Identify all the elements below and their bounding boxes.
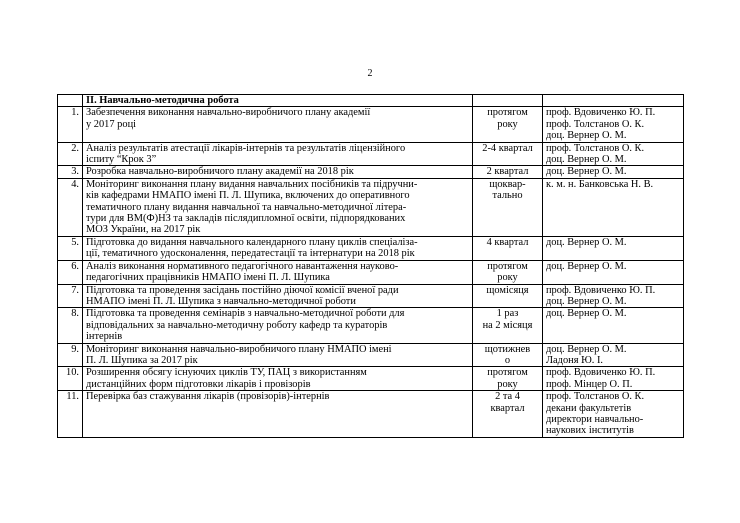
row-number: 10. [58, 367, 83, 391]
table-row [58, 308, 684, 343]
table-row [58, 367, 684, 391]
responsible-cell [543, 142, 684, 166]
table-row [58, 343, 684, 367]
responsible-line: проф. Мінцер О. П. [546, 378, 633, 390]
task-line: ції, тематичного удосконалення, передатестації та інтернатури на 2018 рік [86, 248, 415, 260]
task-line: педагогічних працівників НМАПО імені П. Л. Шупика [86, 272, 330, 284]
term-line: протягом [487, 107, 528, 119]
term-cell [473, 260, 543, 284]
term-line: квартал [490, 402, 525, 414]
work-plan-table [57, 94, 684, 438]
row-number: 8. [58, 308, 83, 343]
task-cell [83, 107, 473, 142]
term-line: 1 раз [496, 308, 519, 320]
responsible-cell [543, 308, 684, 343]
row-number: 3. [58, 166, 83, 178]
section-resp-cell [543, 95, 684, 107]
table-row [58, 391, 684, 438]
task-line: інтернів [86, 331, 123, 343]
term-line: щомісяця [486, 284, 529, 296]
term-line: 2 та 4 [495, 391, 520, 403]
term-line: 2-4 квартал [482, 142, 533, 154]
term-line: 4 квартал [486, 236, 529, 248]
term-line: щоквар- [489, 178, 526, 190]
task-cell [83, 166, 473, 178]
task-line: Підготовка та проведення семінарів з навчально-методичної роботи для [86, 308, 405, 320]
task-line: у 2017 році [86, 118, 137, 130]
section-title: ІІ. Навчально-методична робота [83, 95, 473, 107]
row-number: 11. [58, 391, 83, 438]
task-cell [83, 367, 473, 391]
row-number: 2. [58, 142, 83, 166]
task-cell [83, 142, 473, 166]
responsible-cell [543, 284, 684, 308]
row-number: 7. [58, 284, 83, 308]
responsible-cell [543, 107, 684, 142]
term-line: щотижнев [484, 343, 531, 355]
term-cell [473, 343, 543, 367]
task-line: Розробка навчально-виробничого плану академії на 2018 рік [86, 166, 354, 178]
section-num-cell [58, 95, 83, 107]
responsible-line: к. м. н. Банковська Н. В. [546, 178, 654, 190]
task-line: Розширення обсягу існуючих циклів ТУ, ПАЦ з використанням [86, 367, 367, 379]
row-number: 9. [58, 343, 83, 367]
term-cell [473, 142, 543, 166]
responsible-line: доц. Вернер О. М. [546, 130, 627, 142]
section-header-row [58, 95, 684, 107]
responsible-cell [543, 260, 684, 284]
page-number: 2 [367, 68, 373, 79]
term-cell [473, 166, 543, 178]
task-cell [83, 178, 473, 236]
responsible-line: доц. Вернер О. М. [546, 260, 627, 272]
responsible-line: проф. Вдовиченко Ю. П. [546, 367, 656, 379]
term-line: 2 квартал [486, 166, 529, 178]
term-line: тально [492, 190, 523, 202]
task-line: тематичного плану видання навчальної та навчально-методичної літера- [86, 201, 407, 213]
task-line: Перевірка баз стажування лікарів (провізорів)-інтернів [86, 391, 330, 403]
task-line: Підготовка та проведення засідань постійно діючої комісії вченої ради [86, 284, 399, 296]
responsible-line: проф. Вдовиченко Ю. П. [546, 107, 656, 119]
term-cell [473, 308, 543, 343]
responsible-cell [543, 367, 684, 391]
responsible-cell [543, 343, 684, 367]
responsible-line: проф. Толстанов О. К. [546, 391, 645, 403]
task-cell [83, 308, 473, 343]
task-cell [83, 391, 473, 438]
row-number: 5. [58, 236, 83, 260]
responsible-cell [543, 236, 684, 260]
responsible-cell [543, 178, 684, 236]
responsible-line: доц. Вернер О. М. [546, 154, 627, 166]
term-cell [473, 284, 543, 308]
table-row [58, 107, 684, 142]
table-row [58, 236, 684, 260]
task-line: Аналіз результатів атестації лікарів-інтернів та результатів ліцензійного [86, 142, 406, 154]
task-cell [83, 284, 473, 308]
responsible-cell [543, 391, 684, 438]
term-line: року [497, 378, 518, 390]
task-line: дистанційних форм підготовки лікарів і провізорів [86, 378, 311, 390]
term-line: о [504, 354, 511, 366]
term-cell [473, 107, 543, 142]
term-line: протягом [487, 367, 528, 379]
responsible-line: доц. Вернер О. М. [546, 236, 627, 248]
term-cell [473, 391, 543, 438]
task-line: ків кафедрами НМАПО імені П. Л. Шупика, включених до оперативного [86, 190, 410, 202]
task-line: Моніторинг виконання плану видання навчальних посібників та підручни- [86, 178, 418, 190]
term-line: року [497, 118, 518, 130]
responsible-cell [543, 166, 684, 178]
task-line: Підготовка до видання навчального календарного плану циклів спеціаліза- [86, 236, 418, 248]
task-line: П. Л. Шупика за 2017 рік [86, 354, 198, 366]
task-cell [83, 343, 473, 367]
task-line: Забезпечення виконання навчально-виробничого плану академії [86, 107, 371, 119]
responsible-line: доц. Вернер О. М. [546, 308, 627, 320]
task-line: Моніторинг виконання навчально-виробничого плану НМАПО імені [86, 343, 392, 355]
row-number: 6. [58, 260, 83, 284]
table-row [58, 260, 684, 284]
term-line: року [497, 272, 518, 284]
table-row [58, 178, 684, 236]
responsible-line: проф. Толстанов О. К. [546, 142, 645, 154]
task-line: Аналіз виконання нормативного педагогічного навантаження науково- [86, 260, 399, 272]
term-cell [473, 178, 543, 236]
responsible-line: Ладоня Ю. І. [546, 354, 604, 366]
section-term-cell [473, 95, 543, 107]
responsible-line: декани факультетів [546, 402, 632, 414]
task-line: НМАПО імені П. Л. Шупика з навчально-методичної роботи [86, 295, 356, 307]
table-row [58, 284, 684, 308]
task-line: відповідальних за навчально-методичну роботу кафедр та кураторів [86, 319, 388, 331]
responsible-line: доц. Вернер О. М. [546, 343, 627, 355]
term-line: на 2 місяця [482, 319, 533, 331]
term-cell [473, 236, 543, 260]
task-line: іспиту “Крок 3” [86, 154, 157, 166]
task-line: МОЗ України, на 2017 рік [86, 224, 201, 236]
responsible-line: директори навчально- [546, 413, 644, 425]
table-row [58, 142, 684, 166]
responsible-line: наукових інститутів [546, 425, 634, 437]
table-row [58, 166, 684, 178]
row-number: 1. [58, 107, 83, 142]
row-number: 4. [58, 178, 83, 236]
term-line: протягом [487, 260, 528, 272]
term-cell [473, 367, 543, 391]
task-cell [83, 236, 473, 260]
task-line: тури для ВМ(Ф)НЗ та закладів післядипломної освіти, підпорядкованих [86, 213, 406, 225]
responsible-line: проф. Толстанов О. К. [546, 118, 645, 130]
responsible-line: доц. Вернер О. М. [546, 295, 627, 307]
task-cell [83, 260, 473, 284]
responsible-line: доц. Вернер О. М. [546, 166, 627, 178]
responsible-line: проф. Вдовиченко Ю. П. [546, 284, 656, 296]
